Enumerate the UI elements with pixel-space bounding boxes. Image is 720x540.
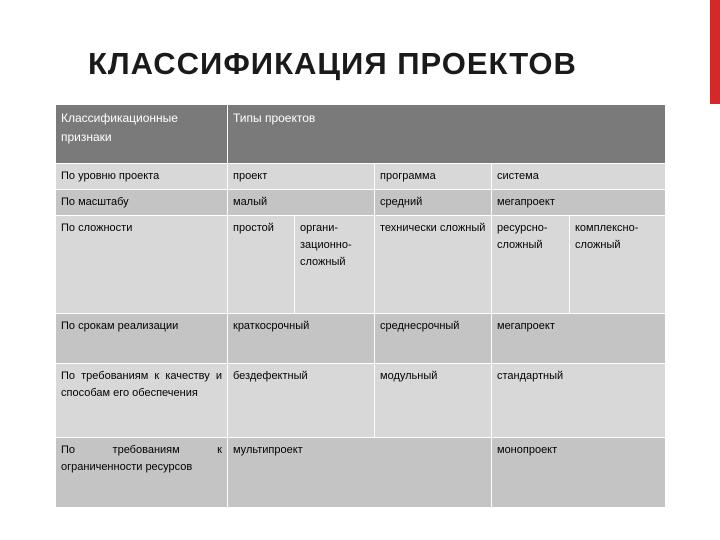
table-cell: малый [228, 190, 375, 216]
table-cell: программа [375, 164, 492, 190]
table-cell: комплексно-сложный [570, 216, 666, 314]
row-criterion: По сложности [56, 216, 228, 314]
table-cell: мультипроект [228, 438, 492, 508]
accent-bar [710, 0, 720, 104]
table-cell: технически сложный [375, 216, 492, 314]
table-cell: органи-зационно-сложный [295, 216, 375, 314]
table-header-row [56, 105, 666, 164]
table-cell: бездефектный [228, 364, 375, 438]
table-cell: ресурсно-сложный [492, 216, 570, 314]
table-cell: среднесрочный [375, 314, 492, 364]
table-cell: средний [375, 190, 492, 216]
table-row [56, 164, 666, 190]
table-row [56, 438, 666, 508]
slide-title: КЛАССИФИКАЦИЯ ПРОЕКТОВ [88, 46, 577, 81]
table-row [56, 364, 666, 438]
row-criterion: По масштабу [56, 190, 228, 216]
table-cell: монопроект [492, 438, 666, 508]
table-cell: мегапроект [492, 314, 666, 364]
table-row [56, 190, 666, 216]
table-cell: краткосрочный [228, 314, 375, 364]
table-cell: проект [228, 164, 375, 190]
table-cell: стандартный [492, 364, 666, 438]
row-criterion: По срокам реализации [56, 314, 228, 364]
table-cell: система [492, 164, 666, 190]
row-criterion: По требованиям к ограниченности ресурсов [56, 438, 228, 508]
header-types: Типы проектов [228, 105, 666, 164]
table-cell: простой [228, 216, 295, 314]
table-cell: мегапроект [492, 190, 666, 216]
table-cell: модульный [375, 364, 492, 438]
header-criteria: Классификационные признаки [56, 105, 228, 164]
table-row [56, 314, 666, 364]
row-criterion: По уровню проекта [56, 164, 228, 190]
table-row [56, 216, 666, 314]
row-criterion: По требованиям к качеству и способам его обеспечения [56, 364, 228, 438]
classification-table [55, 104, 666, 508]
